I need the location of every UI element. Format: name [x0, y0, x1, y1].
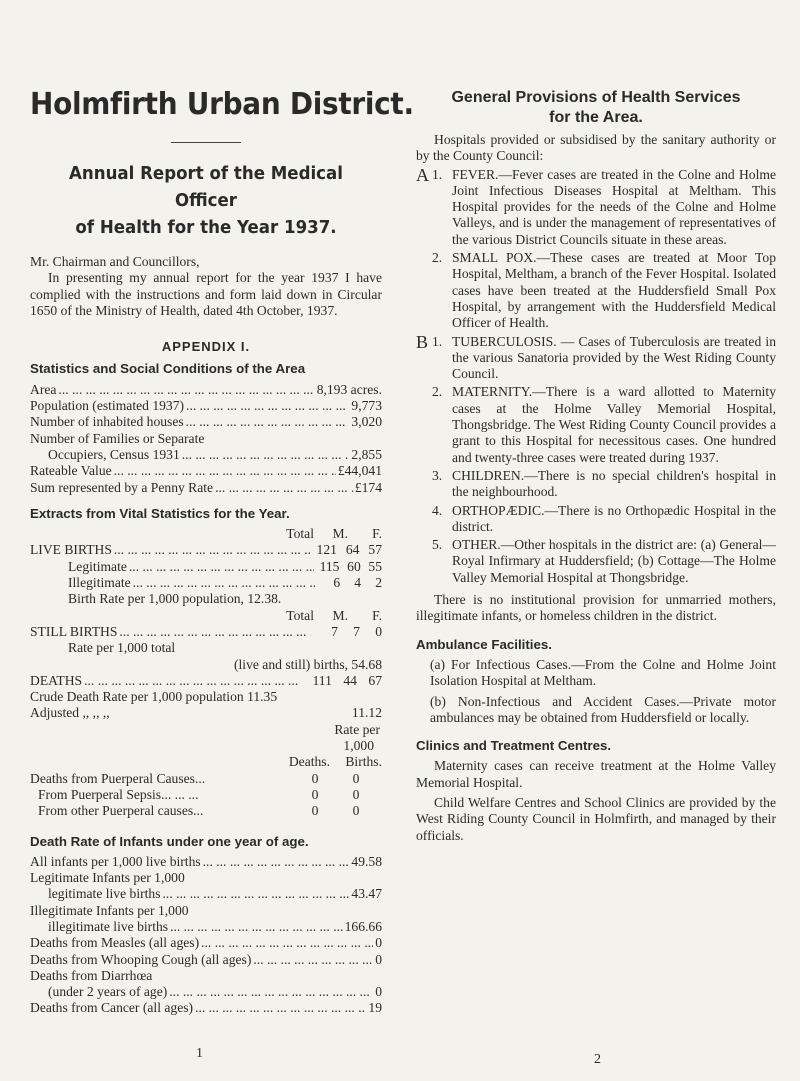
infant-row: Deaths from Diarrhœa — [30, 967, 153, 983]
infant-row: (under 2 years of age) ... . 0 — [30, 984, 382, 1000]
section-b-letter: B — [416, 331, 429, 352]
infant-row: Legitimate Infants per 1,000 — [30, 870, 185, 886]
infant-row: Deaths from Whooping Cough (all ages) ... . 0 — [30, 952, 382, 968]
still-rate-line-1: Rate per 1,000 total — [68, 640, 176, 656]
infant-list — [30, 854, 382, 1017]
section-b-item-5: 5. OTHER.—Other hospitals in the district are: (a) General—Royal Infirmary at Huddersfield; (b) Cottage—The Holme Valley Memorial Hospital at Thongsbridge. — [432, 537, 776, 585]
stat-row: Occupiers, Census 1931 ... . 2,855 — [30, 447, 382, 463]
live-births-row: LIVE BIRTHS ... . 121 64 57 — [30, 542, 382, 558]
section-b-item-3: 3. CHILDREN.—There is no special children's hospital in the neighbourhood. — [432, 467, 776, 500]
infant-row: All infants per 1,000 live births ... . 49.58 — [30, 854, 382, 870]
vital-column-headers: Total M. F. — [286, 526, 382, 542]
ambulance-non-infectious: (b) Non-Infectious and Accident Cases.—Private motor ambulances may be obtained from Huddersfield or locally. — [430, 693, 776, 725]
stat-row: Rateable Value ... . £44,041 — [30, 463, 382, 479]
district-title: Holmfirth Urban District. — [30, 87, 414, 122]
infant-row: Deaths from Cancer (all ages) ... . 19 — [30, 1000, 382, 1016]
adjusted-death-rate: Adjusted ,, ,, ,, 11.12 — [30, 705, 382, 721]
ambulance-heading: Ambulance Facilities. — [416, 636, 552, 652]
general-provisions-heading-2: for the Area. — [549, 109, 643, 126]
stats-list — [30, 382, 382, 496]
clinics-child-welfare: Child Welfare Centres and School Clinics are provided by the West Riding County Council in Holmfirth, and managed by their officials. — [416, 794, 776, 843]
infant-death-heading: Death Rate of Infants under one year of age. — [30, 833, 309, 849]
stat-row: Number of Families or Separate — [30, 430, 205, 446]
stat-row: Area ... . 8,193 acres. — [30, 382, 382, 398]
stat-row: Number of inhabited houses ... . 3,020 — [30, 414, 382, 430]
rate-per-label: Rate per — [334, 721, 380, 737]
left-column — [30, 0, 414, 1017]
deaths-row: DEATHS ... . 111 44 67 — [30, 673, 382, 689]
general-provisions-heading: General Provisions of Health Services — [451, 89, 741, 106]
right-column — [416, 0, 776, 844]
salutation: Mr. Chairman and Councillors, — [30, 254, 200, 269]
appendix-heading: APPENDIX I. — [161, 339, 251, 355]
intro-paragraph: In presenting my annual report for the year 1937 I have complied with the instructions and form laid down in Circular 1650 of the Ministry of Health, dated 4th October, 1937. — [30, 270, 382, 318]
legitimate-row: Legitimate ... . 115 60 55 — [30, 559, 382, 575]
birth-rate: Birth Rate per 1,000 population, 12.38. — [68, 591, 282, 607]
infant-row: illegitimate live births ... . 166.66 — [30, 919, 382, 935]
illegitimate-row: Illegitimate ... . 6 4 2 — [30, 575, 382, 591]
puerperal-row: From other Puerperal causes... 0 0 — [38, 803, 360, 819]
page-number-left: 1 — [196, 1046, 203, 1061]
still-rate-line-2: (live and still) births, 54.68 — [233, 656, 382, 672]
vital-statistics-heading: Extracts from Vital Statistics for the Year. — [30, 505, 290, 521]
report-title-line-1: Annual Report of the Medical Officer — [69, 164, 343, 211]
section-b-item-4: 4. ORTHOPÆDIC.—There is no Orthopædic Hospital in the district. — [432, 502, 776, 534]
infant-row: Deaths from Measles (all ages) ... . 0 — [30, 935, 382, 951]
section-b-item-1: B 1. TUBERCULOSIS. — Cases of Tuberculosis are treated in the various Sanatoria provided by the West Riding County Council. — [416, 331, 776, 382]
clinics-heading: Clinics and Treatment Centres. — [416, 738, 612, 754]
puerperal-column-headers: Deaths. Births. — [288, 754, 382, 770]
stat-row: Population (estimated 1937) ... . 9,773 — [30, 398, 382, 414]
page-number-right: 2 — [594, 1052, 601, 1067]
still-births-row: STILL BIRTHS ... . 7 7 0 — [30, 624, 382, 640]
section-b-item-2: 2. MATERNITY.—There is a ward allotted to Maternity cases at the Holme Valley Memorial Hospital, Thongsbridge. The West Riding County Council provides a grant to this Hospital for necessitous cases. One hundred and twenty-three cases were treated during 1937. — [432, 384, 776, 465]
per-1000-label: 1,000 — [343, 738, 374, 754]
clinics-maternity: Maternity cases can receive treatment at the Holme Valley Memorial Hospital. — [416, 758, 776, 790]
ambulance-infectious: (a) For Infectious Cases.—From the Colne and Holme Joint Isolation Hospital at Meltham. — [430, 656, 776, 689]
section-a-item-2: 2. SMALL POX.—These cases are treated at Moor Top Hospital, Meltham, a branch of the Fever Hospital. Isolated cases have been treated at the Huddersfield Small Pox Hospital, by arrangement with the Huddersfield Medical Officer of Health. — [432, 250, 776, 331]
puerperal-row: From Puerperal Sepsis... ... ... 0 0 — [38, 786, 360, 802]
statistics-heading: Statistics and Social Conditions of the Area — [30, 361, 306, 377]
stat-row: Sum represented by a Penny Rate ... . £174 — [30, 480, 382, 496]
title-divider — [171, 142, 241, 143]
crude-death-rate: Crude Death Rate per 1,000 population 11.35 — [30, 689, 278, 705]
infant-row: Illegitimate Infants per 1,000 — [30, 902, 189, 918]
puerperal-row: Deaths from Puerperal Causes... 0 0 — [30, 770, 360, 786]
still-column-headers: Total M. F. — [286, 607, 382, 623]
section-a-letter: A — [416, 164, 429, 185]
hospitals-intro: Hospitals provided or subsidised by the sanitary authority or by the County Council: — [416, 132, 776, 164]
no-provision-paragraph: There is no institutional provision for unmarried mothers, illegitimate infants, or homeless children in the district. — [416, 592, 776, 624]
report-title-line-2: of Health for the Year 1937. — [75, 218, 337, 238]
infant-row: legitimate live births ... . 43.47 — [30, 886, 382, 902]
section-a-item-1: A 1. FEVER.—Fever cases are treated in the Colne and Holme Joint Infectious Diseases Hospital at Meltham. This Hospital provides for the needs of the Colne and Holme Valleys, and is under the management of representatives of the various District Councils situate in these areas. — [416, 164, 776, 247]
